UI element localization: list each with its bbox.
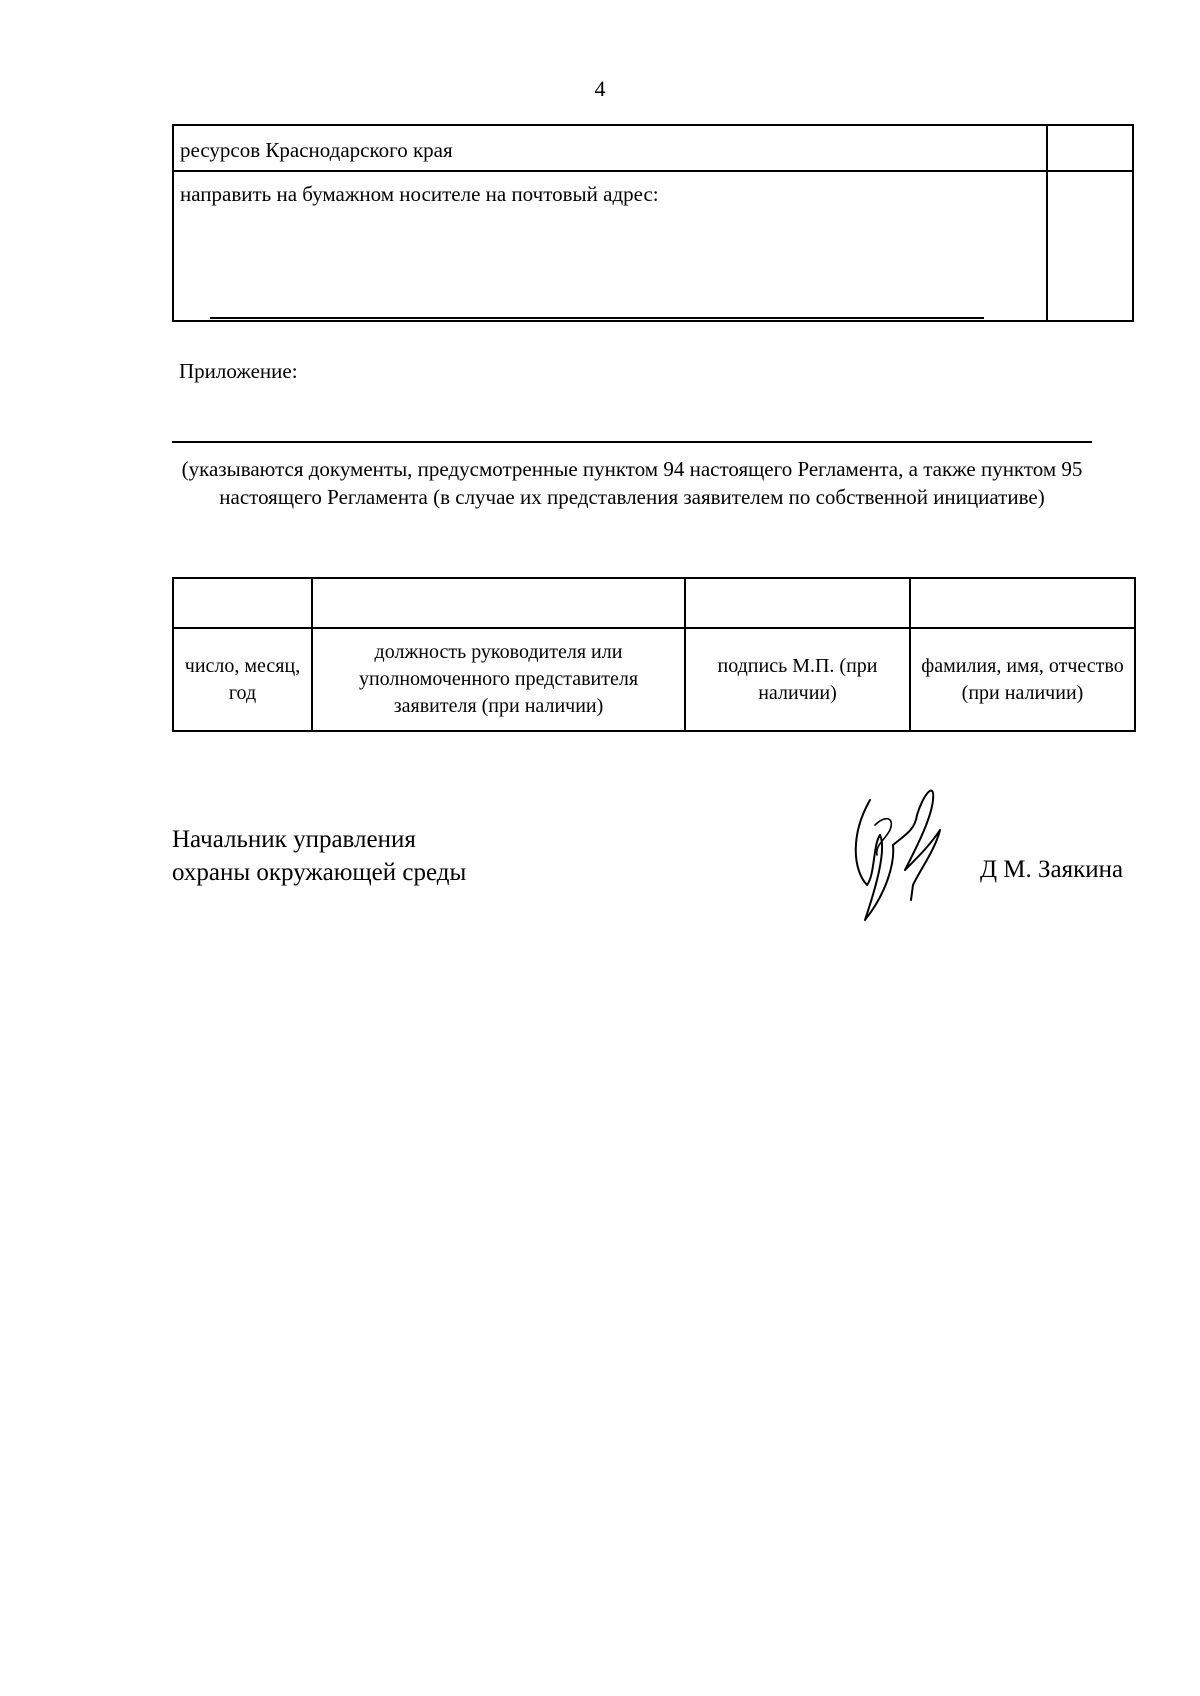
full-name-field[interactable] [910,578,1135,628]
postal-option-cell [173,171,1047,321]
signer-position-line2: охраны окружающей среды [172,859,467,886]
position-field[interactable] [312,578,685,628]
postal-option-checkbox-cell[interactable] [1047,171,1133,321]
delivery-method-table [172,124,1134,322]
appendix-fill-line[interactable] [172,441,1092,443]
signer-position-line1: Начальник управления [172,826,416,853]
signature-table [172,577,1136,732]
appendix-label: Приложение: [179,359,298,383]
page-number: 4 [594,76,606,101]
delivery-option-checkbox-cell[interactable] [1047,125,1133,171]
appendix-note: (указываются документы, предусмотренные пунктом 94 настоящего Регламента, а также пунктом 95 настоящего Регламента (в случае их представления заявителем по собственной инициативе) [181,457,1083,509]
signer-name: Д М. Заякина [980,856,1124,883]
signature-field[interactable] [685,578,910,628]
signer-position [172,823,466,889]
delivery-option-text: ресурсов Краснодарского края [173,125,1047,171]
postal-address-line[interactable] [210,317,984,319]
date-field[interactable] [173,578,312,628]
full-name-label: фамилия, имя, отчество (при наличии) [910,628,1135,731]
handwritten-signature [845,775,955,925]
signature-label: подпись М.П. (при наличии) [685,628,910,731]
position-label: должность руководителя или уполномоченного представителя заявителя (при наличии) [312,628,685,731]
date-label: число, месяц, год [173,628,312,731]
postal-option-text: направить на бумажном носителе на почтовый адрес: [180,182,659,206]
